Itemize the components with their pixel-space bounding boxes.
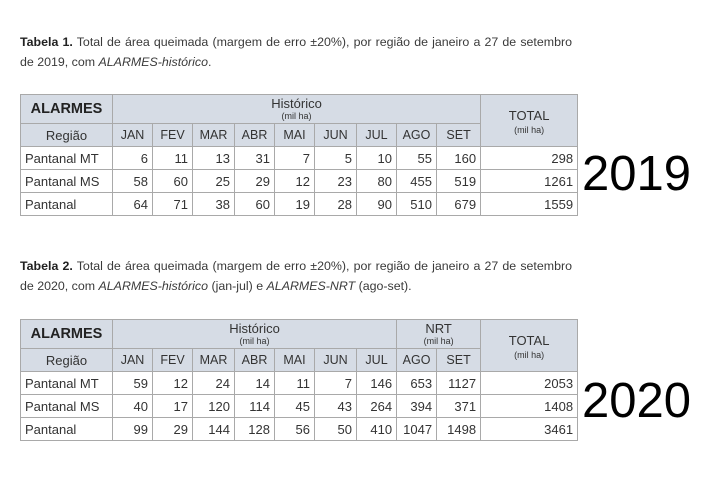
value-cell: 410 bbox=[357, 418, 397, 441]
value-cell: 71 bbox=[153, 193, 193, 216]
value-cell: 120 bbox=[193, 395, 235, 418]
region-cell: Pantanal MS bbox=[21, 170, 113, 193]
month-header: JAN bbox=[113, 349, 153, 372]
value-cell: 1127 bbox=[437, 372, 481, 395]
value-cell: 11 bbox=[275, 372, 315, 395]
month-header: JAN bbox=[113, 124, 153, 147]
value-cell: 29 bbox=[153, 418, 193, 441]
month-header: FEV bbox=[153, 349, 193, 372]
month-header: JUN bbox=[315, 349, 357, 372]
value-cell: 146 bbox=[357, 372, 397, 395]
value-cell: 128 bbox=[235, 418, 275, 441]
value-cell: 60 bbox=[235, 193, 275, 216]
total-cell: 1559 bbox=[481, 193, 578, 216]
historico-label: Histórico bbox=[229, 321, 280, 336]
total-cell: 3461 bbox=[481, 418, 578, 441]
value-cell: 11 bbox=[153, 147, 193, 170]
total-cell: 1408 bbox=[481, 395, 578, 418]
table-row bbox=[21, 372, 578, 395]
value-cell: 144 bbox=[193, 418, 235, 441]
value-cell: 43 bbox=[315, 395, 357, 418]
total-label: TOTAL bbox=[508, 108, 550, 123]
month-header: FEV bbox=[153, 124, 193, 147]
value-cell: 23 bbox=[315, 170, 357, 193]
table-row bbox=[21, 418, 578, 441]
region-cell: Pantanal MT bbox=[21, 372, 113, 395]
value-cell: 10 bbox=[357, 147, 397, 170]
table1-caption-text: Total de área queimada (margem de erro ±20%), por região de janeiro a 27 de setembro de 2019, com bbox=[20, 35, 572, 69]
table2-caption-italic1: ALARMES-histórico bbox=[98, 279, 209, 293]
value-cell: 28 bbox=[315, 193, 357, 216]
value-cell: 394 bbox=[397, 395, 437, 418]
month-header: MAR bbox=[193, 124, 235, 147]
value-cell: 45 bbox=[275, 395, 315, 418]
value-cell: 653 bbox=[397, 372, 437, 395]
value-cell: 1047 bbox=[397, 418, 437, 441]
table2-caption-italic2: ALARMES-NRT bbox=[266, 279, 356, 293]
value-cell: 114 bbox=[235, 395, 275, 418]
month-header: ABR bbox=[235, 124, 275, 147]
total-label: TOTAL bbox=[508, 333, 550, 348]
value-cell: 64 bbox=[113, 193, 153, 216]
month-header: JUL bbox=[357, 349, 397, 372]
table1-caption-label: Tabela 1. bbox=[20, 35, 73, 49]
nrt-unit: (mil ha) bbox=[423, 336, 454, 346]
total-unit: (mil ha) bbox=[514, 125, 545, 135]
table2-caption-end: (ago-set). bbox=[355, 279, 412, 293]
month-header: JUN bbox=[315, 124, 357, 147]
year-label-2020: 2020 bbox=[582, 374, 692, 428]
total-cell: 1261 bbox=[481, 170, 578, 193]
historico-group-header bbox=[113, 95, 481, 124]
value-cell: 50 bbox=[315, 418, 357, 441]
nrt-group-header bbox=[397, 320, 481, 349]
table1-caption-end: . bbox=[208, 55, 212, 69]
table1 bbox=[20, 94, 578, 216]
historico-group-header bbox=[113, 320, 397, 349]
month-header: SET bbox=[437, 349, 481, 372]
year-label-2019: 2019 bbox=[582, 147, 692, 201]
table2-caption-text: Total de área queimada (margem de erro ±20%), por região de janeiro a 27 de setembro de 2020, com bbox=[20, 259, 572, 293]
value-cell: 455 bbox=[397, 170, 437, 193]
value-cell: 40 bbox=[113, 395, 153, 418]
historico-unit: (mil ha) bbox=[281, 111, 312, 121]
value-cell: 99 bbox=[113, 418, 153, 441]
value-cell: 160 bbox=[437, 147, 481, 170]
month-header: SET bbox=[437, 124, 481, 147]
table2-caption bbox=[20, 256, 572, 296]
value-cell: 25 bbox=[193, 170, 235, 193]
total-cell: 2053 bbox=[481, 372, 578, 395]
table2-caption-mid: (jan-jul) e bbox=[208, 279, 267, 293]
table-row bbox=[21, 147, 578, 170]
value-cell: 5 bbox=[315, 147, 357, 170]
table-row bbox=[21, 395, 578, 418]
value-cell: 31 bbox=[235, 147, 275, 170]
table1-caption bbox=[20, 32, 572, 72]
value-cell: 59 bbox=[113, 372, 153, 395]
table-row bbox=[21, 170, 578, 193]
value-cell: 12 bbox=[275, 170, 315, 193]
value-cell: 14 bbox=[235, 372, 275, 395]
value-cell: 371 bbox=[437, 395, 481, 418]
value-cell: 60 bbox=[153, 170, 193, 193]
month-header: MAI bbox=[275, 124, 315, 147]
month-header: AGO bbox=[397, 349, 437, 372]
region-header: Região bbox=[21, 124, 113, 147]
value-cell: 679 bbox=[437, 193, 481, 216]
historico-unit: (mil ha) bbox=[239, 336, 270, 346]
region-cell: Pantanal MS bbox=[21, 395, 113, 418]
table2-caption-label: Tabela 2. bbox=[20, 259, 73, 273]
value-cell: 29 bbox=[235, 170, 275, 193]
table2 bbox=[20, 319, 578, 441]
region-cell: Pantanal MT bbox=[21, 147, 113, 170]
month-header: JUL bbox=[357, 124, 397, 147]
table1-caption-italic: ALARMES-histórico bbox=[98, 55, 209, 69]
value-cell: 6 bbox=[113, 147, 153, 170]
total-cell: 298 bbox=[481, 147, 578, 170]
value-cell: 80 bbox=[357, 170, 397, 193]
value-cell: 7 bbox=[275, 147, 315, 170]
table-row bbox=[21, 193, 578, 216]
total-header bbox=[481, 320, 578, 372]
total-header bbox=[481, 95, 578, 147]
value-cell: 12 bbox=[153, 372, 193, 395]
nrt-label: NRT bbox=[425, 321, 452, 336]
value-cell: 55 bbox=[397, 147, 437, 170]
value-cell: 264 bbox=[357, 395, 397, 418]
value-cell: 1498 bbox=[437, 418, 481, 441]
month-header: MAI bbox=[275, 349, 315, 372]
month-header: MAR bbox=[193, 349, 235, 372]
value-cell: 24 bbox=[193, 372, 235, 395]
alarmes-header: ALARMES bbox=[21, 320, 113, 349]
value-cell: 58 bbox=[113, 170, 153, 193]
region-cell: Pantanal bbox=[21, 418, 113, 441]
region-header: Região bbox=[21, 349, 113, 372]
value-cell: 510 bbox=[397, 193, 437, 216]
value-cell: 17 bbox=[153, 395, 193, 418]
value-cell: 519 bbox=[437, 170, 481, 193]
historico-label: Histórico bbox=[271, 96, 322, 111]
month-header: ABR bbox=[235, 349, 275, 372]
total-unit: (mil ha) bbox=[514, 350, 545, 360]
month-header: AGO bbox=[397, 124, 437, 147]
alarmes-header: ALARMES bbox=[21, 95, 113, 124]
region-cell: Pantanal bbox=[21, 193, 113, 216]
value-cell: 56 bbox=[275, 418, 315, 441]
value-cell: 13 bbox=[193, 147, 235, 170]
value-cell: 38 bbox=[193, 193, 235, 216]
value-cell: 90 bbox=[357, 193, 397, 216]
value-cell: 7 bbox=[315, 372, 357, 395]
value-cell: 19 bbox=[275, 193, 315, 216]
